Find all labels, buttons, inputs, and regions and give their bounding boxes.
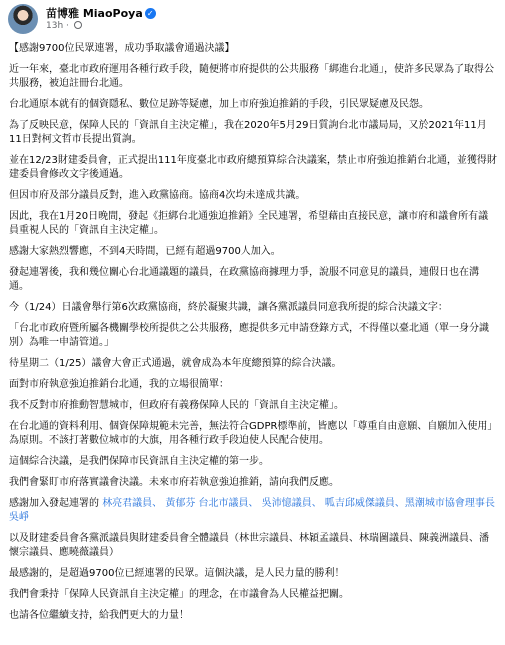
avatar[interactable] (8, 4, 38, 34)
paragraph: 但因市府及部分議員反對，進入政黨協商。協商4次均未達成共識。 (9, 190, 306, 201)
paragraph: 台北通原本就有的個資隱私、數位足跡等疑慮，加上市府強迫推銷的手段，引民眾疑慮及民怨。 (9, 99, 429, 110)
paragraph: 為了反映民意，保障人民的「資訊自主決定權」，我在2020年5月29日質詢台北市議局局，又於2021年11月11日對柯文哲市長提出質詢。 (9, 120, 487, 145)
meta-separator: · (66, 21, 69, 31)
author-name-line (46, 5, 156, 21)
post-timestamp[interactable]: 13h (46, 21, 64, 31)
paragraph: 這個綜合決議，是我們保障市民資訊自主決定權的第一步。 (9, 456, 269, 467)
paragraph: 我們會秉持「保障人民資訊自主決定權」的理念，在市議會為人民權益把關。 (9, 589, 349, 600)
paragraph: 待星期二（1/25）議會大會正式通過，就會成為本年度總預算的綜合決議。 (9, 358, 342, 369)
post-meta (46, 21, 82, 31)
paragraph: 近一年來，臺北市政府運用各種行政手段，隨便將市府提供的公共服務「綁進台北通」，使許多民眾為了取得公共服務，被迫註冊台北通。 (9, 64, 494, 89)
paragraph: 也請各位繼續支持，給我們更大的力量！ (9, 610, 189, 621)
tagged-people-links[interactable]: 林亮君議員、 黃郁芬 台北市議員、 吳沛憶議員、 呱吉邱威傑議員、黑潮城市協會理事長 吳崢 (9, 498, 495, 523)
post-body (9, 42, 497, 630)
paragraph: 最感謝的，是超過9700位已經連署的民眾。這個決議，是人民力量的勝利！ (9, 568, 345, 579)
paragraph: 我不反對市府推動智慧城市，但政府有義務保障人民的「資訊自主決定權」。 (9, 400, 344, 411)
paragraph: 因此，我在1月20日晚間，發起《拒綁台北通強迫推銷》全民連署，希望藉由直接民意，讓市府和議會所有議員重視人民的「資訊自主決定權」。 (9, 211, 489, 236)
paragraph: 今（1/24）日議會舉行第6次政黨協商，終於凝聚共識，讓各黨派議員同意我所提的綜合決議文字： (9, 302, 448, 313)
paragraph: 感謝大家熱烈響應，不到4天時間，已經有超過9700人加入。 (9, 246, 281, 257)
thanks-prefix: 感謝加入發起連署的 (9, 498, 99, 509)
verified-badge-icon: ✓ (145, 8, 156, 19)
paragraph: 在台北通的資料利用、個資保障規範未完善，無法符合GDPR標準前，皆應以「尊重自由意願、自願加入使用」為原則。不該打著數位城市的大旗，用各種行政手段迫使人民配合使用。 (9, 421, 493, 446)
author-name[interactable]: 苗博雅 MiaoPoya (46, 7, 143, 20)
paragraph: 並在12/23財建委員會，正式提出111年度臺北市政府總預算綜合決議案，禁止市府強迫推銷台北通，並獲得財建委員會修改文字後通過。 (9, 155, 497, 180)
paragraph: 我們會緊盯市府落實議會決議。未來市府若執意強迫推銷，請向我們反應。 (9, 477, 339, 488)
resolution-quote: 「台北市政府暨所屬各機關學校所提供之公共服務，應提供多元申請登錄方式，不得僅以臺北通（單一身分識別）為唯一申請管道。」 (9, 323, 489, 348)
post-header (8, 4, 498, 38)
paragraph: 面對市府執意強迫推銷台北通，我的立場很簡單： (9, 379, 229, 390)
paragraph: 以及財建委員會各黨派議員與財建委員會全體議員（林世宗議員、林穎孟議員、林瑞圖議員、陳義洲議員、潘懷宗議員、應曉薇議員） (9, 533, 489, 558)
post-title: 【感謝9700位民眾連署，成功爭取議會通過決議】 (9, 43, 235, 54)
globe-icon (74, 21, 82, 29)
thanks-paragraph (9, 497, 497, 525)
paragraph: 發起連署後，我和幾位關心台北通議題的議員，在政黨協商據理力爭，說服不同意見的議員，連假日也在溝通。 (9, 267, 479, 292)
